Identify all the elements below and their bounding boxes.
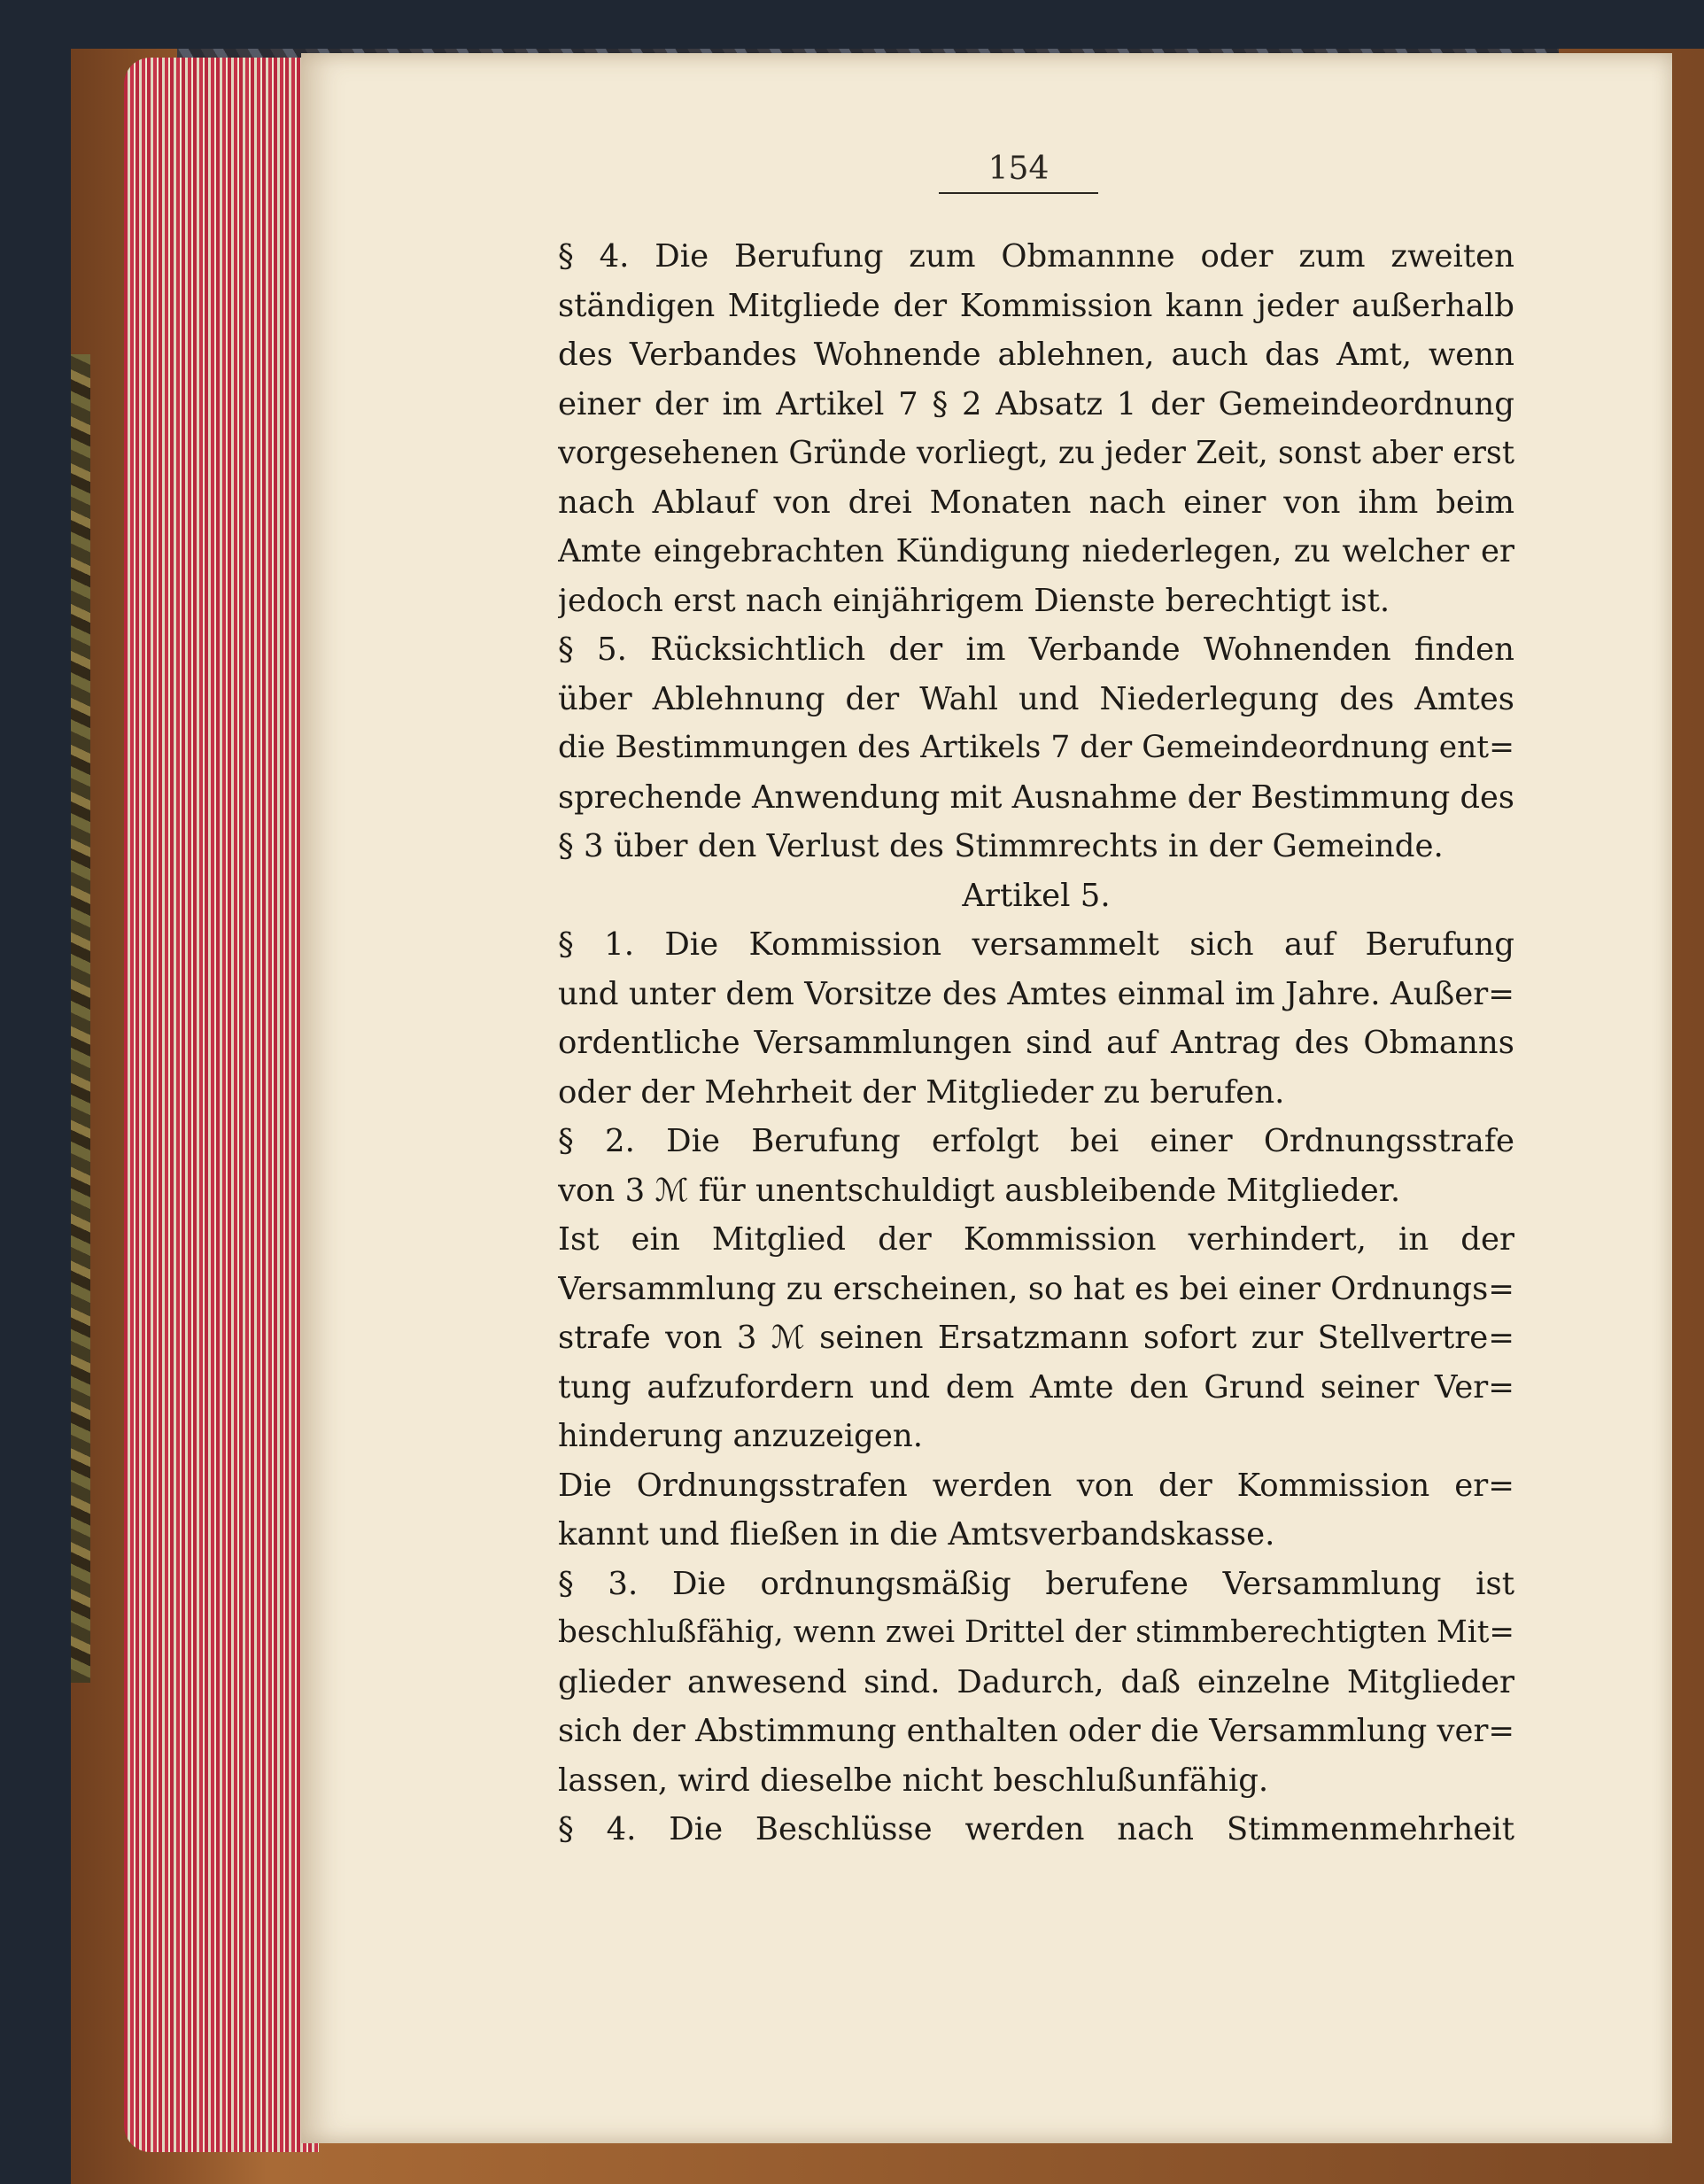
text-line: kannt und fließen in die Amtsverbandskasse.	[558, 1516, 1275, 1553]
text-line: über Ablehnung der Wahl und Niederlegung des Amtes	[558, 680, 1514, 717]
page-number: 154	[939, 151, 1098, 194]
text-line: strafe von 3 ℳ seinen Ersatzmann sofort zur Stellvertre=	[558, 1320, 1514, 1356]
text-line: sich der Abstimmung enthalten oder die Versammlung ver=	[558, 1713, 1514, 1749]
text-line: nach Ablauf von drei Monaten nach einer von ihm beim	[558, 484, 1514, 521]
text-line: Die Ordnungsstrafen werden von der Kommission er=	[558, 1467, 1514, 1504]
text-line: oder der Mehrheit der Mitglieder zu berufen.	[558, 1073, 1285, 1111]
text-line: des Verbandes Wohnende ablehnen, auch das Amt, wenn	[558, 337, 1514, 373]
text-line: und unter dem Vorsitze des Amtes einmal im Jahre. Außer=	[558, 975, 1514, 1012]
page-text	[558, 232, 1514, 1855]
text-line: § 3. Die ordnungsmäßig berufene Versammlung ist	[558, 1565, 1514, 1602]
text-line: § 2. Die Berufung erfolgt bei einer Ordnungsstrafe	[558, 1123, 1514, 1159]
marbled-cover-edge	[71, 354, 90, 1683]
page-edges	[124, 58, 319, 2152]
text-line: § 1. Die Kommission versammelt sich auf Berufung	[558, 926, 1514, 963]
text-line: Amte eingebrachten Kündigung niederlegen, zu welcher er	[558, 533, 1514, 569]
text-line: von 3 ℳ für unentschuldigt ausbleibende Mitglieder.	[558, 1172, 1401, 1209]
text-line: glieder anwesend sind. Dadurch, daß einzelne Mitglieder	[558, 1663, 1514, 1700]
text-line: Ist ein Mitglied der Kommission verhindert, in der	[558, 1221, 1514, 1258]
text-line: sprechende Anwendung mit Ausnahme der Bestimmung des	[558, 778, 1514, 816]
text-line: Versammlung zu erscheinen, so hat es bei einer Ordnungs=	[558, 1270, 1514, 1307]
text-line: die Bestimmungen des Artikels 7 der Gemeindeordnung ent=	[558, 730, 1514, 765]
article-heading: Artikel 5.	[962, 877, 1111, 914]
text-line: § 4. Die Berufung zum Obmannne oder zum zweiten	[558, 238, 1514, 275]
text-line: ordentliche Versammlungen sind auf Antrag des Obmanns	[558, 1025, 1514, 1061]
text-line: hinderung anzuzeigen.	[558, 1418, 924, 1454]
text-line: ständigen Mitgliede der Kommission kann jeder außerhalb	[558, 287, 1514, 324]
text-line: § 5. Rücksichtlich der im Verbande Wohnenden finden	[558, 631, 1514, 668]
text-line: § 3 über den Verlust des Stimmrechts in der Gemeinde.	[558, 828, 1444, 864]
text-line: jedoch erst nach einjährigem Dienste berechtigt ist.	[558, 582, 1390, 619]
text-line: tung aufzufordern und dem Amte den Grund seiner Ver=	[558, 1368, 1514, 1406]
text-line: § 4. Die Beschlüsse werden nach Stimmenmehrheit	[558, 1811, 1514, 1847]
text-line: beschlußfähig, wenn zwei Drittel der stimmberechtigten Mit=	[558, 1615, 1514, 1650]
text-line: lassen, wird dieselbe nicht beschlußunfähig.	[558, 1762, 1269, 1799]
text-line: einer der im Artikel 7 § 2 Absatz 1 der Gemeindeordnung	[558, 385, 1514, 422]
text-line: vorgesehenen Gründe vorliegt, zu jeder Zeit, sonst aber erst	[558, 435, 1514, 471]
